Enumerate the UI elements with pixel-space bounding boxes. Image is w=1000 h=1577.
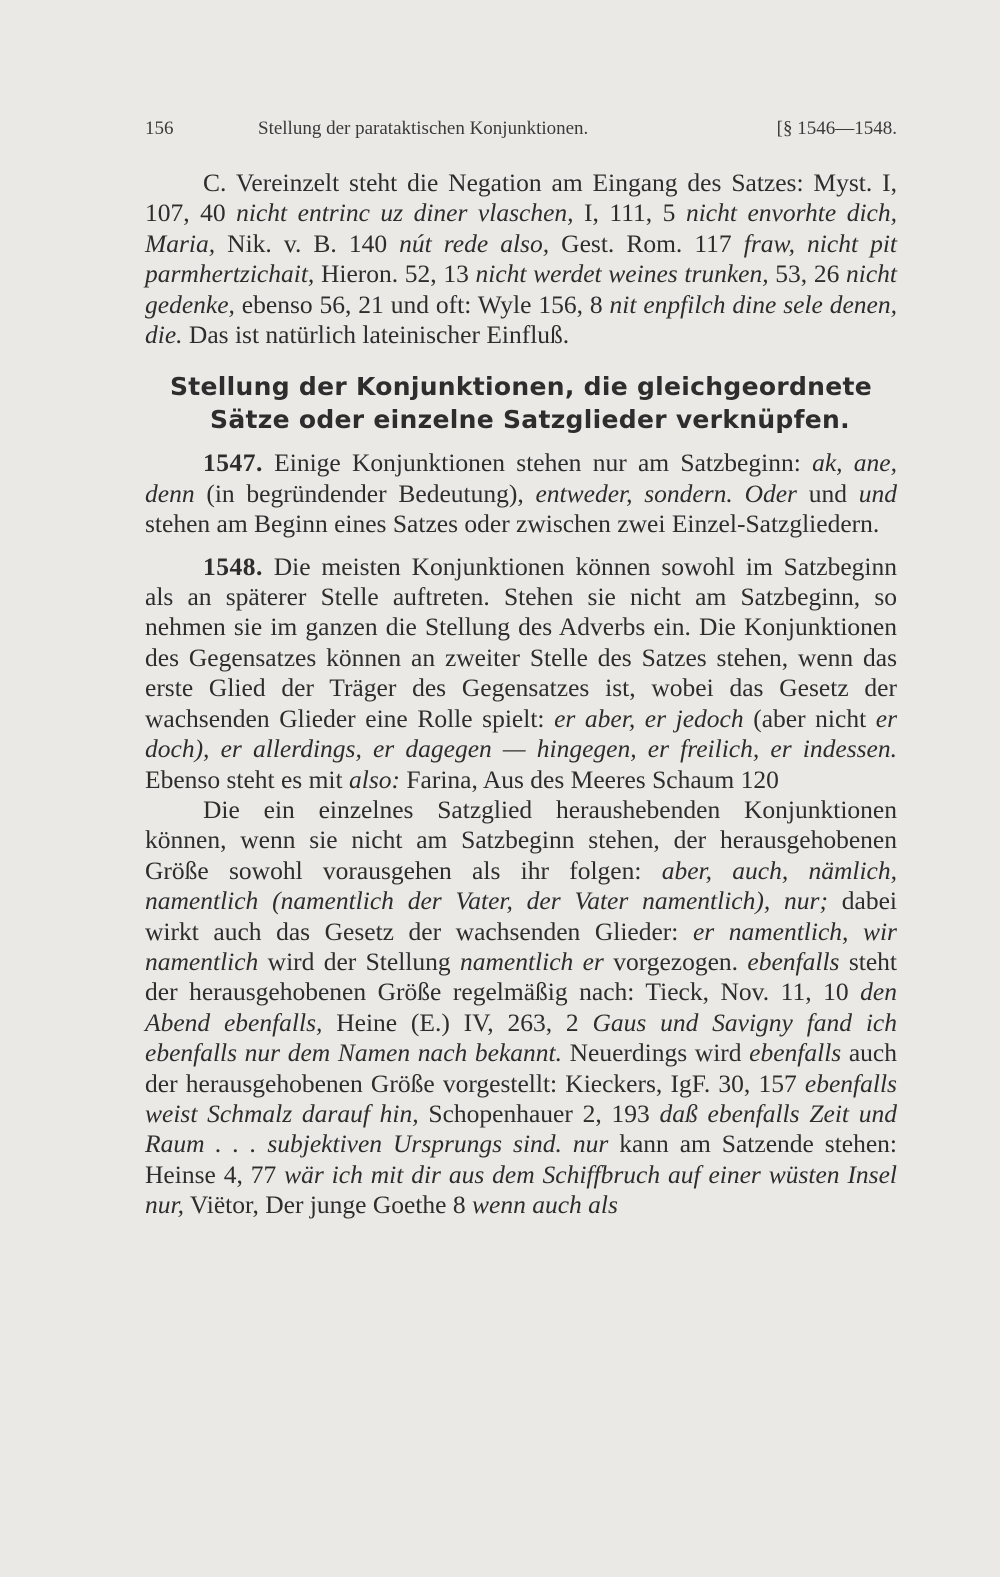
section-heading bbox=[145, 370, 897, 436]
section-number-1548: 1548. bbox=[203, 551, 263, 581]
section-1548: 1548. Die meisten Konjunktionen können sowohl im Satzbeginn als an späterer Stelle auftreten. Stehen sie nicht am Satzbeginn, so nehmen sie im ganzen die Stellung des Adverbs ein. Die Konjunktionen des Gegensatzes können an zweiter Stelle des Satzes stehen, wenn das erste Glied der Träger des Gegensatzes ist, wobei das Gesetz der wachsenden Glieder eine Rolle spielt: er aber, er jedoch (aber nicht er doch), er allerdings, er dagegen — hingegen, er freilich, er indessen. Ebenso steht es mit also: Farina, Aus des Meeres Schaum 120 bbox=[145, 551, 898, 794]
paragraph-highlighting-conjunctions: Die ein einzelnes Satzglied heraushebenden Konjunktionen können, wenn sie nicht am Satzbeginn stehen, der herausgehobenen Größe sowohl vorausgehen als ihr folgen: aber, auch, nämlich, namentlich (namentlich der Vater, der Vater namentlich), nur; dabei wirkt auch das Gesetz der wachsenden Glieder: er namentlich, wir namentlich wird der Stellung namentlich er vorgezogen. ebenfalls steht der herausgehobenen Größe regelmäßig nach: Tieck, Nov. 11, 10 den Abend ebenfalls, Heine (E.) IV, 263, 2 Gaus und Savigny fand ich ebenfalls nur dem Namen nach bekannt. Neuerdings wird ebenfalls auch der herausgehobenen Größe vorgestellt: Kieckers, IgF. 30, 157 ebenfalls weist Schmalz darauf hin, Schopenhauer 2, 193 daß ebenfalls Zeit und Raum . . . subjektiven Ursprungs sind. nur kann am Satzende stehen: Heinse 4, 77 wär ich mit dir aus dem Schiffbruch auf einer wüsten Insel nur, Viëtor, Der junge Goethe 8 wenn auch als bbox=[145, 794, 898, 1220]
page-body bbox=[145, 168, 897, 1221]
heading-line-1: Stellung der Konjunktionen, die gleichgeordnete bbox=[169, 372, 872, 402]
section-range: [§ 1546—1548. bbox=[776, 118, 897, 139]
heading-line-2: Sätze oder einzelne Satzglieder verknüpfen. bbox=[210, 405, 850, 435]
section-number-1547: 1547. bbox=[203, 448, 263, 478]
running-title: Stellung der parataktischen Konjunktionen. bbox=[258, 118, 589, 139]
section-1547: 1547. Einige Konjunktionen stehen nur am Satzbeginn: ak, ane, denn (in begründender Bedeutung), entweder, sondern. Oder und und stehen am Beginn eines Satzes oder zwischen zwei Einzel-Satzgliedern. bbox=[145, 448, 898, 539]
paragraph-c: C. Vereinzelt steht die Negation am Eingang des Satzes: Myst. I, 107, 40 nicht entrinc uz diner vlaschen, I, 111, 5 nicht envorhte dich, Maria, Nik. v. B. 140 nút rede also, Gest. Rom. 117 fraw, nicht pit parmhertzichait, Hieron. 52, 13 nicht werdet weines trunken, 53, 26 nicht gedenke, ebenso 56, 21 und oft: Wyle 156, 8 nit enpfilch dine sele denen, die. Das ist natürlich lateinischer Einfluß. bbox=[145, 168, 898, 350]
page-number: 156 bbox=[145, 118, 174, 139]
